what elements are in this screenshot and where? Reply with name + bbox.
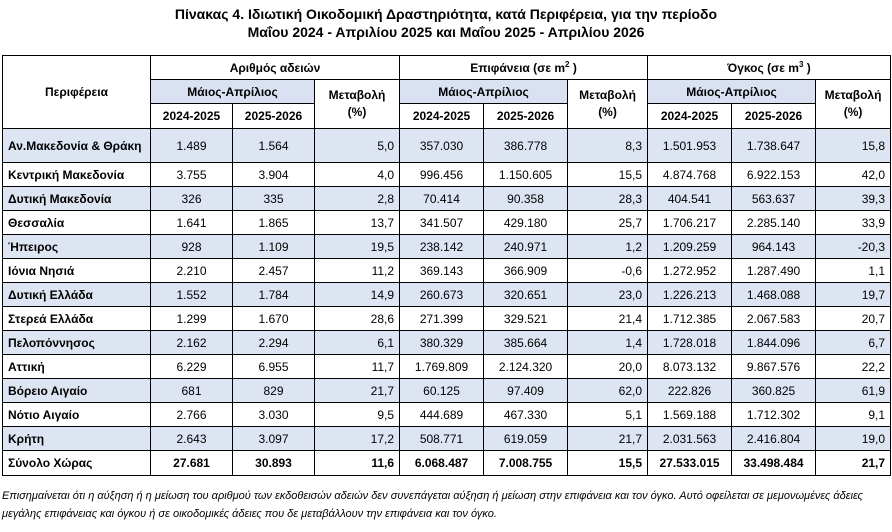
value-cell-a1: 60.125: [400, 379, 484, 403]
volume-year2-header: 2025-2026: [732, 104, 816, 129]
value-cell-p2: 3.030: [233, 403, 315, 427]
value-cell-p1: 1.641: [151, 211, 233, 235]
value-cell-p1: 1.552: [151, 283, 233, 307]
value-cell-a2: 429.180: [484, 211, 568, 235]
value-cell-vc: 1,1: [816, 259, 891, 283]
value-cell-ac: 1,2: [568, 235, 648, 259]
value-cell-vc: 39,3: [816, 187, 891, 211]
value-cell-v2: 1.712.302: [732, 403, 816, 427]
value-cell-ac: 21,7: [568, 427, 648, 451]
value-cell-p2: 1.564: [233, 129, 315, 163]
value-cell-v1: 1.501.953: [648, 129, 732, 163]
value-cell-a2: 320.651: [484, 283, 568, 307]
value-cell-pc: 11,6: [315, 451, 400, 476]
value-cell-v1: 404.541: [648, 187, 732, 211]
value-cell-pc: 9,5: [315, 403, 400, 427]
value-cell-vc: 33,9: [816, 211, 891, 235]
value-cell-p1: 326: [151, 187, 233, 211]
table-row: [3, 307, 891, 331]
value-cell-pc: 2,8: [315, 187, 400, 211]
value-cell-v1: 1.226.213: [648, 283, 732, 307]
value-cell-vc: -20,3: [816, 235, 891, 259]
value-cell-pc: 6,1: [315, 331, 400, 355]
volume-year1-header: 2024-2025: [648, 104, 732, 129]
value-cell-v1: 1.209.259: [648, 235, 732, 259]
value-cell-p1: 2.162: [151, 331, 233, 355]
value-cell-ac: 1,4: [568, 331, 648, 355]
value-cell-pc: 17,2: [315, 427, 400, 451]
value-cell-p1: 1.299: [151, 307, 233, 331]
value-cell-vc: 42,0: [816, 163, 891, 187]
permits-year2-header: 2025-2026: [233, 104, 315, 129]
region-header: Περιφέρεια: [3, 56, 151, 129]
value-cell-pc: 21,7: [315, 379, 400, 403]
region-cell: Αττική: [3, 355, 151, 379]
volume-header: Όγκος (σε $m^3$ ): [648, 56, 891, 80]
value-cell-p1: 6.229: [151, 355, 233, 379]
value-cell-vc: 21,7: [816, 451, 891, 476]
table-row: [3, 235, 891, 259]
value-cell-v1: 2.031.563: [648, 427, 732, 451]
value-cell-ac: 23,0: [568, 283, 648, 307]
value-cell-v2: 563.637: [732, 187, 816, 211]
value-cell-a2: 2.124.320: [484, 355, 568, 379]
value-cell-p2: 335: [233, 187, 315, 211]
value-cell-p2: 6.955: [233, 355, 315, 379]
table-row: [3, 355, 891, 379]
region-cell: Αν.Μακεδονία & Θράκη: [3, 129, 151, 163]
area-year2-header: 2025-2026: [484, 104, 568, 129]
table-row: [3, 187, 891, 211]
value-cell-v2: 1.468.088: [732, 283, 816, 307]
value-cell-a1: 369.143: [400, 259, 484, 283]
value-cell-a2: 386.778: [484, 129, 568, 163]
region-cell: Δυτική Μακεδονία: [3, 187, 151, 211]
value-cell-pc: 19,5: [315, 235, 400, 259]
value-cell-v2: 1.738.647: [732, 129, 816, 163]
value-cell-p2: 2.294: [233, 331, 315, 355]
value-cell-a1: 1.769.809: [400, 355, 484, 379]
value-cell-a2: 366.909: [484, 259, 568, 283]
value-cell-p1: 2.643: [151, 427, 233, 451]
table-body: [3, 129, 891, 476]
value-cell-a1: 70.414: [400, 187, 484, 211]
value-cell-v2: 2.416.804: [732, 427, 816, 451]
value-cell-pc: 28,6: [315, 307, 400, 331]
value-cell-p1: 2.210: [151, 259, 233, 283]
value-cell-vc: 15,8: [816, 129, 891, 163]
table-title-line-1: Πίνακας 4. Ιδιωτική Οικοδομική Δραστηριότητα, κατά Περιφέρεια, για την περίοδο: [174, 6, 718, 22]
value-cell-v1: 1.272.952: [648, 259, 732, 283]
value-cell-v2: 9.867.576: [732, 355, 816, 379]
value-cell-v1: 222.826: [648, 379, 732, 403]
value-cell-p2: 1.109: [233, 235, 315, 259]
value-cell-p1: 3.755: [151, 163, 233, 187]
table-row: [3, 283, 891, 307]
value-cell-vc: 19,0: [816, 427, 891, 451]
value-cell-a1: 508.771: [400, 427, 484, 451]
value-cell-ac: 62,0: [568, 379, 648, 403]
value-cell-p1: 2.766: [151, 403, 233, 427]
permits-year1-header: 2024-2025: [151, 104, 233, 129]
value-cell-a2: 1.150.605: [484, 163, 568, 187]
region-cell: Στερεά Ελλάδα: [3, 307, 151, 331]
value-cell-v2: 360.825: [732, 379, 816, 403]
value-cell-a1: 444.689: [400, 403, 484, 427]
value-cell-v1: 4.874.768: [648, 163, 732, 187]
value-cell-v1: 27.533.015: [648, 451, 732, 476]
table-row: [3, 259, 891, 283]
value-cell-p1: 27.681: [151, 451, 233, 476]
value-cell-p2: 1.865: [233, 211, 315, 235]
value-cell-ac: 28,3: [568, 187, 648, 211]
value-cell-vc: 22,2: [816, 355, 891, 379]
value-cell-ac: 21,4: [568, 307, 648, 331]
value-cell-p1: 1.489: [151, 129, 233, 163]
value-cell-a1: 238.142: [400, 235, 484, 259]
value-cell-a2: 619.059: [484, 427, 568, 451]
value-cell-p2: 3.904: [233, 163, 315, 187]
value-cell-ac: 8,3: [568, 129, 648, 163]
value-cell-a2: 7.008.755: [484, 451, 568, 476]
region-cell: Κεντρική Μακεδονία: [3, 163, 151, 187]
value-cell-ac: -0,6: [568, 259, 648, 283]
region-cell: Σύνολο Χώρας: [3, 451, 151, 476]
value-cell-pc: 13,7: [315, 211, 400, 235]
region-cell: Δυτική Ελλάδα: [3, 283, 151, 307]
value-cell-a2: 97.409: [484, 379, 568, 403]
volume-change-header: Μεταβολή (%): [816, 80, 891, 129]
table-row: [3, 211, 891, 235]
volume-period-header: Μάιος-Απρίλιος: [648, 80, 816, 104]
value-cell-ac: 15,5: [568, 163, 648, 187]
value-cell-p2: 3.097: [233, 427, 315, 451]
total-row: [3, 451, 891, 476]
region-cell: Ήπειρος: [3, 235, 151, 259]
value-cell-v1: 1.706.217: [648, 211, 732, 235]
value-cell-a2: 385.664: [484, 331, 568, 355]
value-cell-vc: 20,7: [816, 307, 891, 331]
value-cell-v1: 1.712.385: [648, 307, 732, 331]
value-cell-pc: 14,9: [315, 283, 400, 307]
value-cell-a1: 357.030: [400, 129, 484, 163]
value-cell-a2: 467.330: [484, 403, 568, 427]
value-cell-p2: 829: [233, 379, 315, 403]
permits-change-header: Μεταβολή (%): [315, 80, 400, 129]
table-row: [3, 379, 891, 403]
area-period-header: Μάιος-Απρίλιος: [400, 80, 568, 104]
value-cell-pc: 11,2: [315, 259, 400, 283]
value-cell-ac: 20,0: [568, 355, 648, 379]
table-row: [3, 403, 891, 427]
area-change-header: Μεταβολή (%): [568, 80, 648, 129]
value-cell-v1: 8.073.132: [648, 355, 732, 379]
value-cell-a1: 996.456: [400, 163, 484, 187]
table-row: [3, 427, 891, 451]
value-cell-p2: 30.893: [233, 451, 315, 476]
value-cell-v2: 2.285.140: [732, 211, 816, 235]
permits-period-header: Μάιος-Απρίλιος: [151, 80, 315, 104]
value-cell-ac: 15,5: [568, 451, 648, 476]
footnote: Επισημαίνεται ότι η αύξηση ή η μείωση του αριθμού των εκδοθεισών αδειών δεν συνεπάγεται αύξηση ή μείωση στην επιφάνεια και τον όγκο. Αυτό οφείλεται σε μεμονωμένες άδειες μεγάλης επιφάνειας και όγκου ή σε οικοδομικές άδειες που δε μεταβάλλουν την επιφάνεια και τον όγκο.: [2, 490, 863, 520]
region-cell: Κρήτη: [3, 427, 151, 451]
table-row: [3, 129, 891, 163]
permits-header: Αριθμός αδειών: [151, 56, 400, 80]
region-cell: Βόρειο Αιγαίο: [3, 379, 151, 403]
value-cell-p2: 1.670: [233, 307, 315, 331]
table-row: [3, 163, 891, 187]
value-cell-v2: 1.287.490: [732, 259, 816, 283]
value-cell-p2: 2.457: [233, 259, 315, 283]
region-cell: Πελοπόννησος: [3, 331, 151, 355]
value-cell-v1: 1.569.188: [648, 403, 732, 427]
value-cell-a1: 341.507: [400, 211, 484, 235]
value-cell-pc: 11,7: [315, 355, 400, 379]
value-cell-a2: 90.358: [484, 187, 568, 211]
value-cell-p1: 928: [151, 235, 233, 259]
value-cell-pc: 4,0: [315, 163, 400, 187]
area-year1-header: 2024-2025: [400, 104, 484, 129]
value-cell-vc: 61,9: [816, 379, 891, 403]
value-cell-pc: 5,0: [315, 129, 400, 163]
value-cell-v1: 1.728.018: [648, 331, 732, 355]
value-cell-v2: 6.922.153: [732, 163, 816, 187]
value-cell-ac: 5,1: [568, 403, 648, 427]
construction-activity-table: [2, 55, 891, 476]
region-cell: Θεσσαλία: [3, 211, 151, 235]
value-cell-a1: 271.399: [400, 307, 484, 331]
table-row: [3, 331, 891, 355]
area-header: Επιφάνεια (σε $m^2$ ): [400, 56, 648, 80]
value-cell-v2: 1.844.096: [732, 331, 816, 355]
value-cell-a1: 6.068.487: [400, 451, 484, 476]
value-cell-vc: 6,7: [816, 331, 891, 355]
value-cell-v2: 964.143: [732, 235, 816, 259]
value-cell-vc: 9,1: [816, 403, 891, 427]
value-cell-a1: 380.329: [400, 331, 484, 355]
value-cell-vc: 19,7: [816, 283, 891, 307]
value-cell-p1: 681: [151, 379, 233, 403]
value-cell-v2: 2.067.583: [732, 307, 816, 331]
region-cell: Νότιο Αιγαίο: [3, 403, 151, 427]
value-cell-ac: 25,7: [568, 211, 648, 235]
value-cell-a1: 260.673: [400, 283, 484, 307]
value-cell-a2: 329.521: [484, 307, 568, 331]
table-title-line-2: Μαΐου 2024 - Απριλίου 2025 και Μαΐου 2025 - Απριλίου 2026: [247, 24, 645, 40]
region-cell: Ιόνια Νησιά: [3, 259, 151, 283]
value-cell-a2: 240.971: [484, 235, 568, 259]
value-cell-v2: 33.498.484: [732, 451, 816, 476]
value-cell-p2: 1.784: [233, 283, 315, 307]
